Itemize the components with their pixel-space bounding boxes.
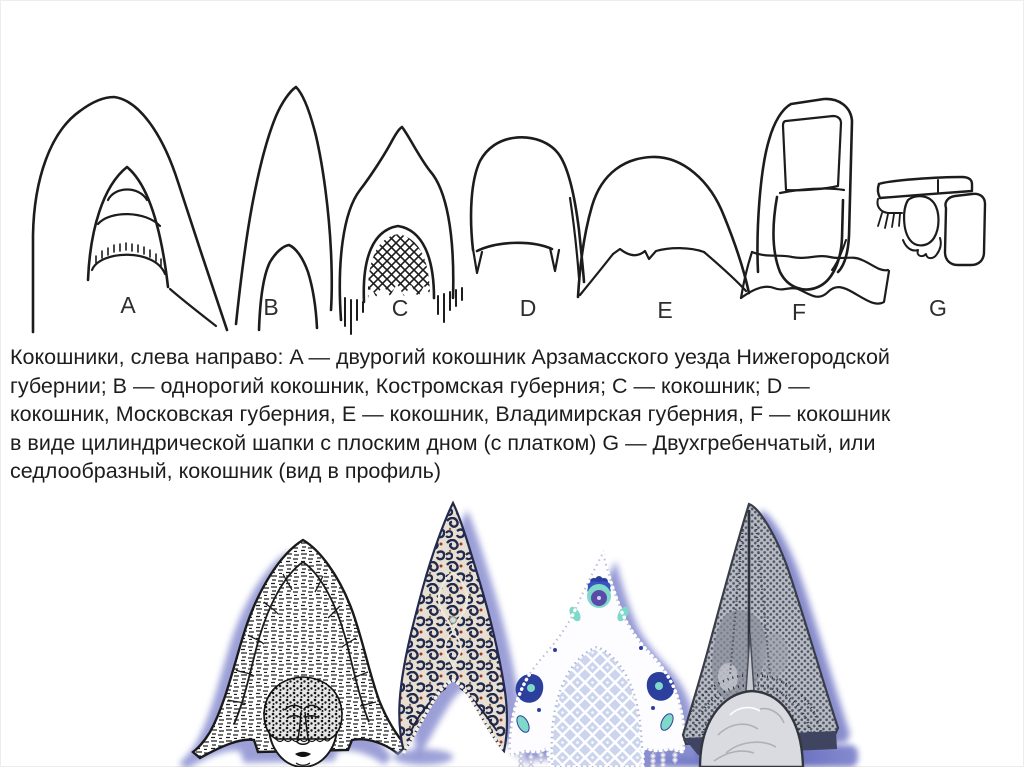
caption-line: Кокошники, слева направо: A — двурогий кокошник Арзамасского уезда Нижегородской (10, 345, 890, 369)
caption-line: в виде цилиндрической шапки с плоским дном (с платком) G — Двухгребенчатый, или (10, 430, 876, 455)
diagram-label-b: B (263, 294, 279, 320)
outline-e (578, 157, 749, 297)
caption (10, 343, 890, 486)
caption-line: губернии; B — однорогий кокошник, Костромская губерния; C — кокошник; D — (10, 373, 810, 398)
caption-line: кокошник, Московская губерния, E — кокошник, Владимирская губерния, F — кокошник (10, 402, 891, 427)
photo-pearl-antique-kokoshnik (670, 495, 855, 767)
diagram-label-d: D (519, 295, 537, 321)
diagram-label-a: A (120, 292, 136, 318)
kokoshnik-outline-diagram (0, 0, 1024, 340)
outline-g (877, 177, 985, 265)
photo2-floor-shadow (393, 749, 453, 765)
outline-d (471, 137, 584, 282)
diagram-label-e: E (657, 297, 673, 323)
diagram-label-f: F (791, 299, 807, 325)
photo1-cap (264, 677, 342, 739)
caption-line: седлообразный, кокошник (вид в профиль) (10, 459, 441, 484)
diagram-label-g: G (929, 295, 947, 321)
diagram-label-c: C (391, 295, 409, 321)
photo-gzhel-blue-kokoshnik (495, 540, 695, 767)
photo-engraved-kokoshnik-portrait (180, 530, 415, 767)
photo2-center-stone (450, 617, 457, 624)
outline-f (741, 99, 889, 304)
